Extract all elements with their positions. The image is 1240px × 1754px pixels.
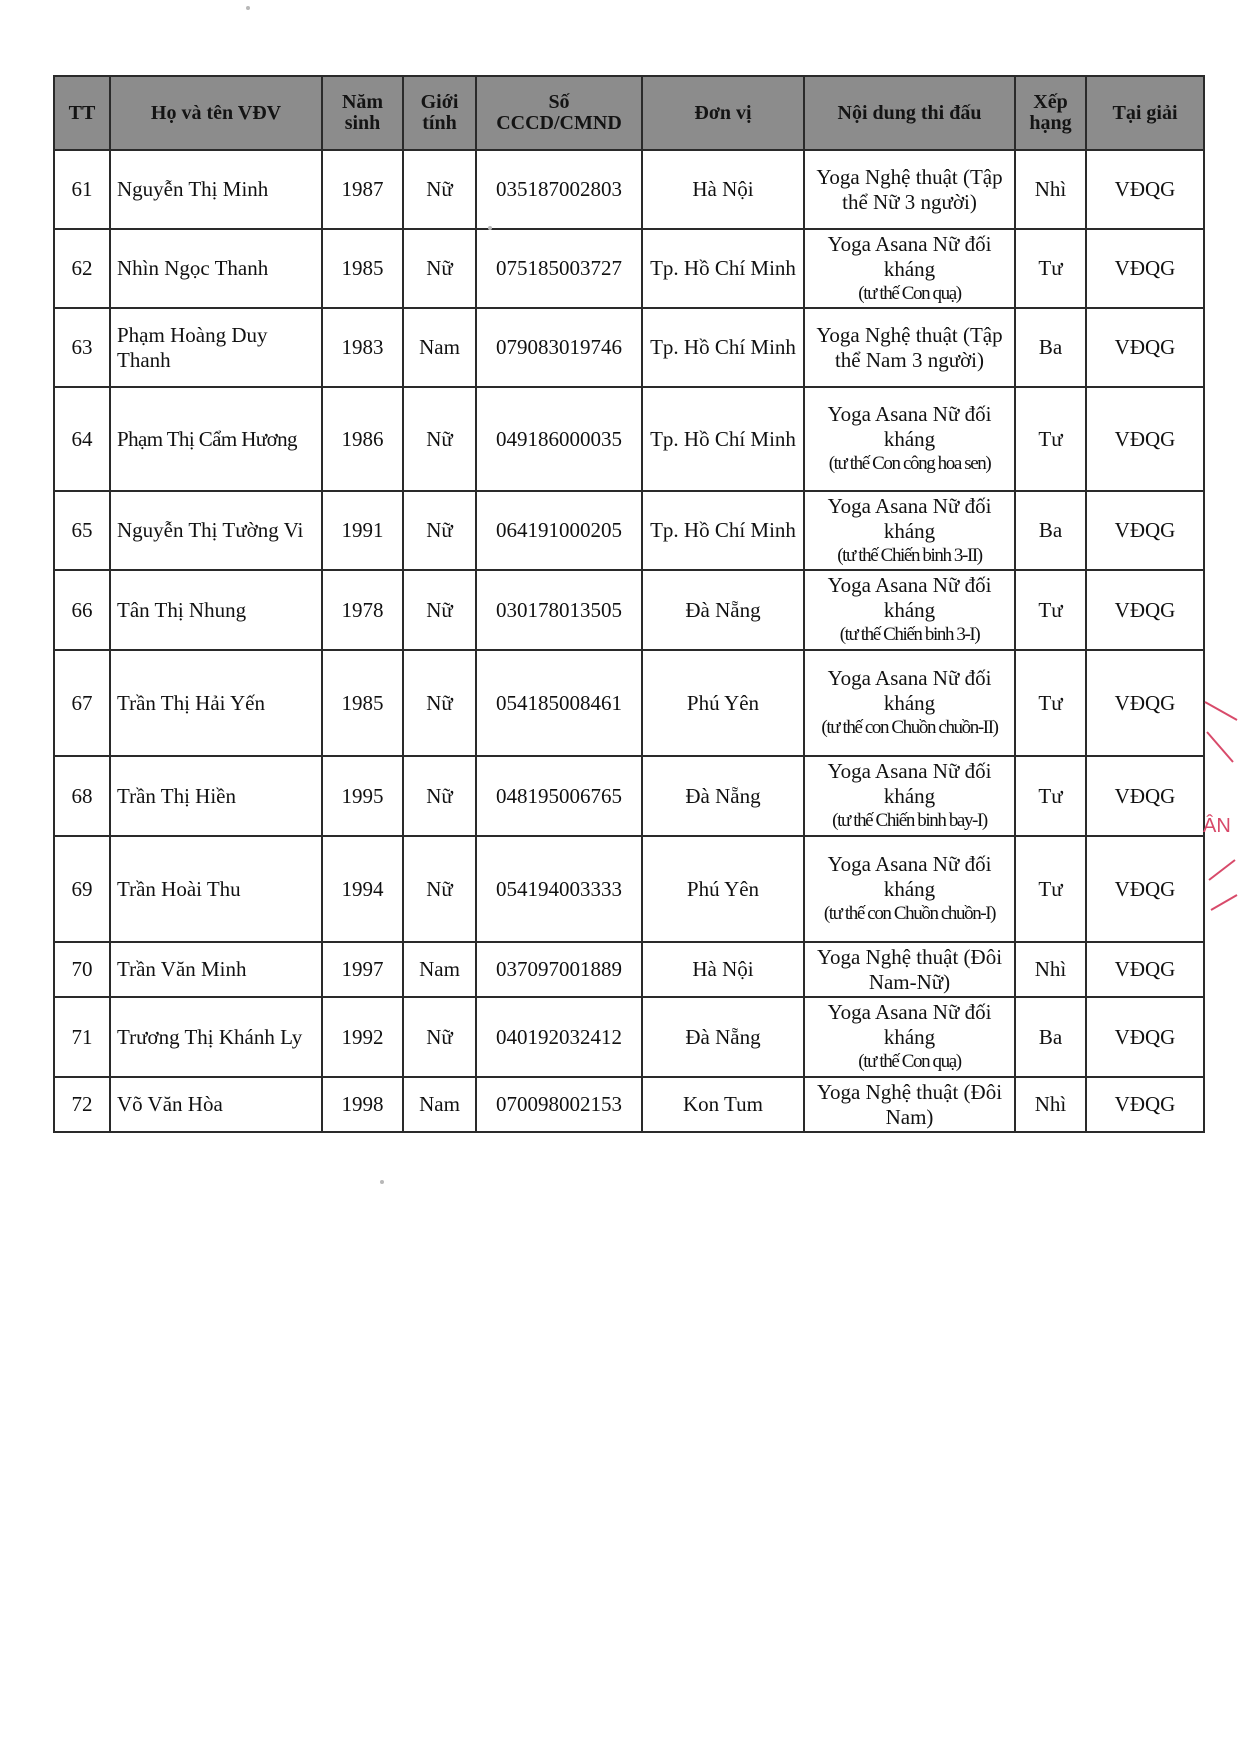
cell-unit: Tp. Hồ Chí Minh	[642, 491, 804, 570]
header-gender-line2: tính	[422, 112, 457, 134]
cell-rank: Ba	[1015, 997, 1086, 1077]
cell-tt: 64	[54, 387, 110, 491]
event-name: Yoga Nghệ thuật (Tập thể Nữ 3 người)	[816, 164, 1003, 214]
cell-tournament: VĐQG	[1086, 229, 1204, 308]
cell-rank: Ba	[1015, 491, 1086, 570]
cell-id: 079083019746	[476, 308, 642, 387]
cell-name: Phạm Hoàng Duy Thanh	[110, 308, 322, 387]
cell-tournament: VĐQG	[1086, 150, 1204, 229]
event-name: Yoga Asana Nữ đối kháng	[827, 573, 992, 622]
cell-unit: Phú Yên	[642, 836, 804, 942]
cell-year: 1983	[322, 308, 403, 387]
cell-name: Trần Thị Hiền	[110, 756, 322, 836]
cell-name: Nguyễn Thị Tường Vi	[110, 491, 322, 570]
cell-gender: Nam	[403, 942, 476, 997]
table-row	[54, 308, 1204, 387]
event-pose: (tư thế Chiến binh 3-I)	[839, 624, 980, 645]
cell-year: 1985	[322, 229, 403, 308]
cell-event	[804, 997, 1015, 1077]
cell-rank: Tư	[1015, 756, 1086, 836]
cell-tournament: VĐQG	[1086, 997, 1204, 1077]
table-row	[54, 836, 1204, 942]
cell-name: Trần Văn Minh	[110, 942, 322, 997]
table-row	[54, 997, 1204, 1077]
header-tt: TT	[54, 76, 110, 150]
cell-event	[804, 491, 1015, 570]
header-rank-line2: hạng	[1029, 112, 1072, 134]
event-pose: (tư thế Con quạ)	[858, 282, 961, 304]
cell-tt: 63	[54, 308, 110, 387]
cell-event	[804, 942, 1015, 997]
cell-year: 1992	[322, 997, 403, 1077]
header-tournament: Tại giải	[1086, 76, 1204, 150]
cell-gender: Nữ	[403, 491, 476, 570]
cell-year: 1987	[322, 150, 403, 229]
header-gender	[403, 76, 476, 150]
cell-tournament: VĐQG	[1086, 570, 1204, 650]
cell-id: 064191000205	[476, 491, 642, 570]
header-id-number	[476, 76, 642, 150]
table-row	[54, 570, 1204, 650]
event-name: Yoga Asana Nữ đối kháng	[827, 852, 992, 901]
scan-speck	[246, 6, 250, 10]
cell-rank: Tư	[1015, 650, 1086, 756]
cell-event	[804, 570, 1015, 650]
table-row	[54, 942, 1204, 997]
cell-tournament: VĐQG	[1086, 491, 1204, 570]
cell-unit: Kon Tum	[642, 1077, 804, 1132]
cell-tt: 66	[54, 570, 110, 650]
cell-id: 070098002153	[476, 1077, 642, 1132]
cell-rank: Tư	[1015, 570, 1086, 650]
cell-tt: 70	[54, 942, 110, 997]
cell-gender: Nữ	[403, 836, 476, 942]
cell-unit: Tp. Hồ Chí Minh	[642, 308, 804, 387]
event-name: Yoga Asana Nữ đối kháng	[827, 402, 992, 451]
cell-event	[804, 387, 1015, 491]
cell-id: 049186000035	[476, 387, 642, 491]
scan-speck	[380, 1180, 384, 1184]
cell-tournament: VĐQG	[1086, 387, 1204, 491]
event-name: Yoga Nghệ thuật (Đôi Nam)	[816, 1079, 1003, 1129]
header-unit: Đơn vị	[642, 76, 804, 150]
table-row	[54, 1077, 1204, 1132]
cell-id: 075185003727	[476, 229, 642, 308]
cell-year: 1986	[322, 387, 403, 491]
cell-rank: Nhì	[1015, 1077, 1086, 1132]
athlete-results-table	[53, 75, 1205, 1133]
cell-event	[804, 1077, 1015, 1132]
header-birth-year-line1: Năm	[341, 91, 384, 113]
cell-unit: Đà Nẵng	[642, 756, 804, 836]
cell-gender: Nữ	[403, 387, 476, 491]
table-row	[54, 650, 1204, 756]
cell-year: 1997	[322, 942, 403, 997]
cell-id: 048195006765	[476, 756, 642, 836]
cell-tt: 62	[54, 229, 110, 308]
cell-unit: Hà Nội	[642, 942, 804, 997]
cell-unit: Phú Yên	[642, 650, 804, 756]
cell-year: 1995	[322, 756, 403, 836]
cell-gender: Nữ	[403, 650, 476, 756]
event-name: Yoga Nghệ thuật (Đôi Nam-Nữ)	[816, 944, 1003, 994]
cell-name: Phạm Thị Cẩm Hương	[110, 387, 322, 491]
cell-name: Nhìn Ngọc Thanh	[110, 229, 322, 308]
cell-event	[804, 308, 1015, 387]
cell-event	[804, 229, 1015, 308]
table-row	[54, 491, 1204, 570]
cell-gender: Nam	[403, 308, 476, 387]
cell-name: Trần Thị Hải Yến	[110, 650, 322, 756]
cell-name: Trương Thị Khánh Ly	[110, 997, 322, 1077]
cell-unit: Đà Nẵng	[642, 570, 804, 650]
cell-rank: Tư	[1015, 387, 1086, 491]
scan-speck	[488, 226, 492, 230]
cell-id: 035187002803	[476, 150, 642, 229]
cell-tournament: VĐQG	[1086, 942, 1204, 997]
table-row	[54, 229, 1204, 308]
cell-id: 037097001889	[476, 942, 642, 997]
header-id-line2: CCCD/CMND	[496, 112, 622, 134]
table-body	[54, 150, 1204, 1132]
cell-tournament: VĐQG	[1086, 650, 1204, 756]
event-name: Yoga Nghệ thuật (Tập thể Nam 3 người)	[816, 322, 1003, 372]
cell-tt: 72	[54, 1077, 110, 1132]
cell-tournament: VĐQG	[1086, 836, 1204, 942]
header-birth-year-line2: sinh	[344, 112, 381, 134]
cell-id: 030178013505	[476, 570, 642, 650]
cell-tt: 71	[54, 997, 110, 1077]
cell-tournament: VĐQG	[1086, 1077, 1204, 1132]
cell-tournament: VĐQG	[1086, 756, 1204, 836]
stamp-text-fragment: ÂN	[1203, 815, 1231, 837]
cell-year: 1985	[322, 650, 403, 756]
event-pose: (tư thế Con quạ)	[858, 1051, 961, 1072]
table-row	[54, 150, 1204, 229]
cell-event	[804, 756, 1015, 836]
event-pose: (tư thế con Chuồn chuồn-II)	[821, 717, 998, 738]
cell-id: 040192032412	[476, 997, 642, 1077]
cell-event	[804, 836, 1015, 942]
table-header	[54, 76, 1204, 150]
event-pose: (tư thế Chiến binh bay-I)	[832, 810, 987, 831]
cell-unit: Tp. Hồ Chí Minh	[642, 229, 804, 308]
cell-event	[804, 150, 1015, 229]
header-event: Nội dung thi đấu	[804, 76, 1015, 150]
cell-rank: Tư	[1015, 229, 1086, 308]
event-name: Yoga Asana Nữ đối kháng	[827, 666, 992, 715]
cell-name: Võ Văn Hòa	[110, 1077, 322, 1132]
cell-tournament: VĐQG	[1086, 308, 1204, 387]
cell-unit: Đà Nẵng	[642, 997, 804, 1077]
header-rank-line1: Xếp	[1033, 91, 1068, 113]
event-name: Yoga Asana Nữ đối kháng	[827, 759, 992, 808]
cell-rank: Tư	[1015, 836, 1086, 942]
event-pose: (tư thế Chiến binh 3-II)	[837, 544, 982, 566]
cell-tt: 61	[54, 150, 110, 229]
cell-name: Tân Thị Nhung	[110, 570, 322, 650]
header-name: Họ và tên VĐV	[110, 76, 322, 150]
cell-rank: Ba	[1015, 308, 1086, 387]
cell-gender: Nữ	[403, 570, 476, 650]
cell-id: 054185008461	[476, 650, 642, 756]
cell-name: Trần Hoài Thu	[110, 836, 322, 942]
header-row	[54, 76, 1204, 150]
cell-unit: Tp. Hồ Chí Minh	[642, 387, 804, 491]
cell-year: 1994	[322, 836, 403, 942]
header-birth-year	[322, 76, 403, 150]
cell-tt: 69	[54, 836, 110, 942]
event-pose: (tư thế Con công hoa sen)	[828, 453, 991, 474]
cell-tt: 67	[54, 650, 110, 756]
header-gender-line1: Giới	[420, 91, 459, 113]
cell-year: 1978	[322, 570, 403, 650]
event-name: Yoga Asana Nữ đối kháng	[827, 1000, 992, 1049]
event-pose: (tư thế con Chuồn chuồn-I)	[823, 903, 996, 924]
cell-rank: Nhì	[1015, 150, 1086, 229]
table-row	[54, 387, 1204, 491]
cell-rank: Nhì	[1015, 942, 1086, 997]
table-row	[54, 756, 1204, 836]
cell-year: 1991	[322, 491, 403, 570]
header-rank	[1015, 76, 1086, 150]
cell-tt: 65	[54, 491, 110, 570]
cell-name: Nguyễn Thị Minh	[110, 150, 322, 229]
cell-event	[804, 650, 1015, 756]
cell-gender: Nam	[403, 1077, 476, 1132]
stamp-edge	[1203, 690, 1240, 920]
event-name: Yoga Asana Nữ đối kháng	[827, 231, 992, 281]
cell-gender: Nữ	[403, 756, 476, 836]
cell-gender: Nữ	[403, 997, 476, 1077]
event-name: Yoga Asana Nữ đối kháng	[827, 493, 992, 543]
cell-tt: 68	[54, 756, 110, 836]
cell-gender: Nữ	[403, 229, 476, 308]
cell-year: 1998	[322, 1077, 403, 1132]
header-id-line1: Số	[548, 91, 570, 113]
cell-gender: Nữ	[403, 150, 476, 229]
cell-unit: Hà Nội	[642, 150, 804, 229]
cell-id: 054194003333	[476, 836, 642, 942]
